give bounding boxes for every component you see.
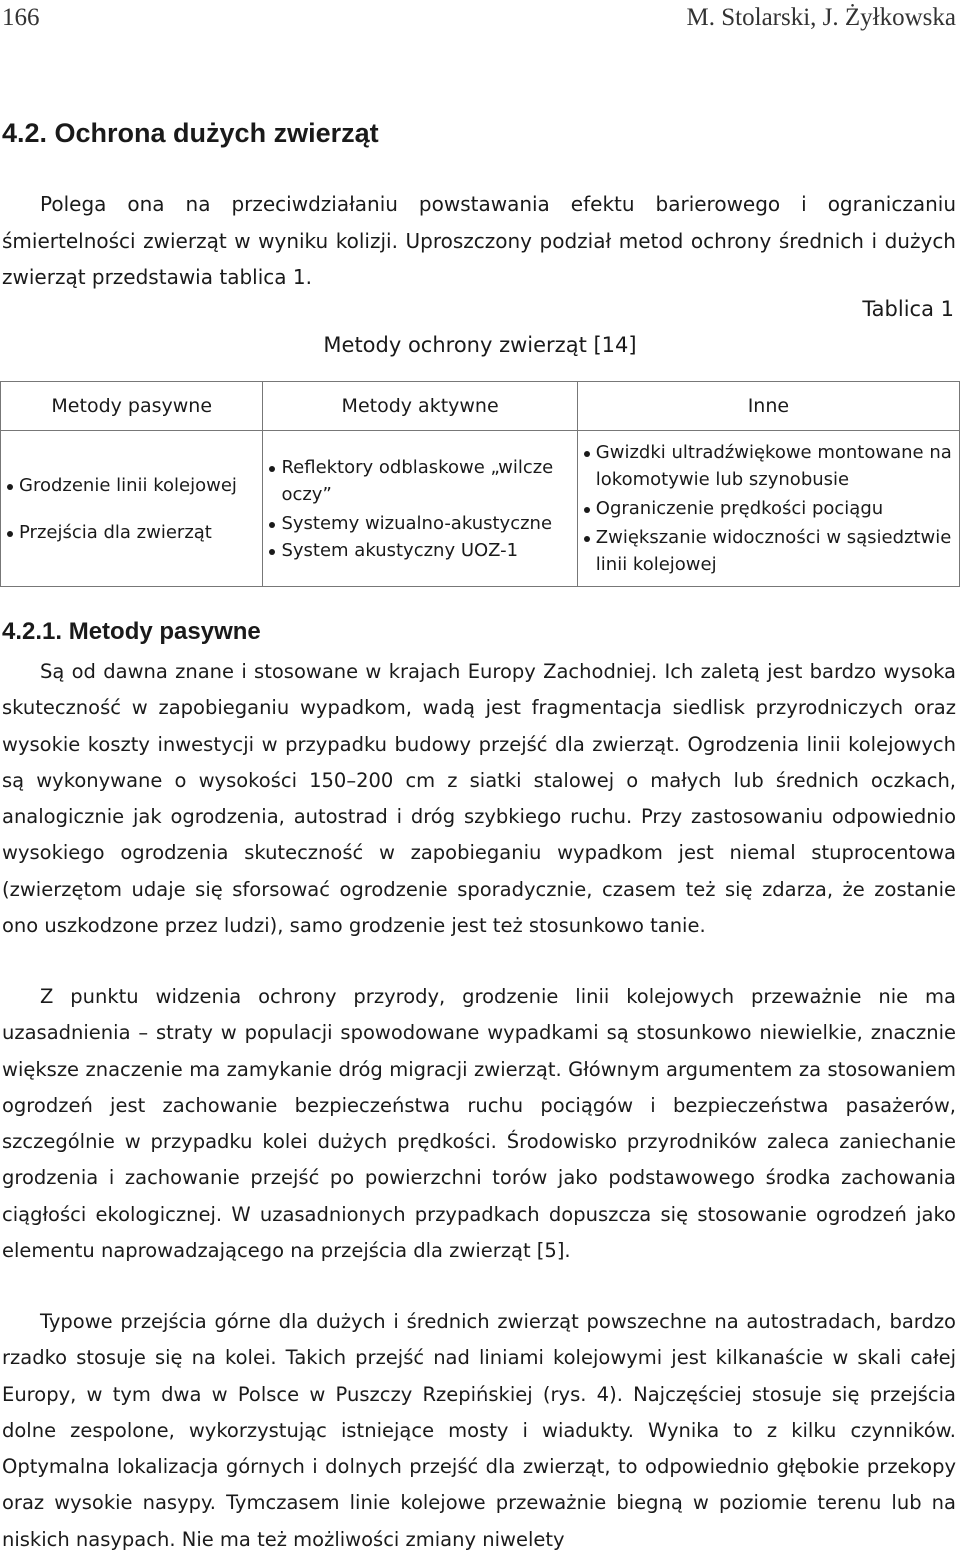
page-number: 166 [2, 4, 40, 31]
list-item: Przejścia dla zwierząt [7, 519, 262, 546]
methods-table [0, 381, 960, 587]
paragraph-1: Są od dawna znane i stosowane w krajach Europy Zachodniej. Ich zaletą jest bardzo wysoka skuteczność w zapobieganiu wypadkom, wadą jest fragmentacja siedlisk przyrodniczych oraz wysokie koszty inwestycji w przypadku budowy przejść dla zwierząt. Ogrodzenia linii kolejowych są wykonywane o wysokości 150–200 cm z siatki stalowej o małych lub średnich oczkach, analogicznie jak ogrodzenia, autostrad i dróg szybkiego ruchu. Przy zastosowaniu odpowiednio wysokiego ogrodzenia skuteczność w zapobieganiu wypadkom jest niemal stuprocentowa (zwierzętom udaje się sforsować ogrodzenie sporadycznie, czasem też się zdarza, że zostanie ono uszkodzone przez ludzi), samo grodzenie jest też stosunkowo tanie. [2, 660, 956, 938]
running-header [0, 4, 960, 40]
header-other: Inne [577, 382, 959, 431]
header-passive: Metody pasywne [1, 382, 263, 431]
passive-cell [1, 431, 263, 587]
list-item: Systemy wizualno-akustyczne [269, 510, 576, 537]
table-header-row [1, 382, 960, 431]
table-title: Metody ochrony zwierząt [14] [323, 333, 637, 357]
list-item: Ograniczenie prędkości pociągu [584, 495, 959, 522]
intro-paragraph: Polega ona na przeciwdziałaniu powstawania efektu barierowego i ograniczaniu śmiertelności zwierząt w wyniku kolizji. Uproszczony podział metod ochrony średnich i dużych zwierząt przedstawia tablica 1. [2, 192, 956, 289]
list-item: Gwizdki ultradźwiękowe montowane na lokomotywie lub szynobusie [584, 439, 959, 493]
list-item: Grodzenie linii kolejowej [7, 472, 262, 499]
subsection-heading: 4.2.1. Metody pasywne [2, 618, 261, 645]
active-list [263, 454, 576, 564]
list-item: Zwiększanie widoczności w sąsiedztwie linii kolejowej [584, 524, 959, 578]
passive-list [1, 472, 262, 546]
other-cell [577, 431, 959, 587]
paragraph-2: Z punktu widzenia ochrony przyrody, grodzenie linii kolejowych przeważnie nie ma uzasadnienia – straty w populacji spowodowane wypadkami są stosunkowo niewielkie, znacznie większe znaczenie ma zamykanie dróg migracji zwierząt. Głównym argumentem za stosowaniem ogrodzeń jest zachowanie bezpieczeństwa ruchu pociągów i bezpieczeństwa pasażerów, szczególnie w przypadku kolei dużych prędkości. Środowisko przyrodników zaleca zaniechanie grodzenia i zachowanie przejść po powierzchni torów jako podstawowego środka zachowania ciągłości ekologicznej. W uzasadnionych przypadkach dopuszcza się stosowanie ogrodzeń jako elementu naprowadzającego na przejścia dla zwierząt [5]. [2, 985, 956, 1263]
active-cell [263, 431, 577, 587]
list-item: System akustyczny UOZ-1 [269, 537, 576, 564]
list-item: Reflektory odblaskowe „wilcze oczy” [269, 454, 576, 508]
table-label: Tablica 1 [862, 297, 954, 321]
other-list [578, 439, 959, 578]
header-active: Metody aktywne [263, 382, 577, 431]
table-row [1, 431, 960, 587]
section-heading: 4.2. Ochrona dużych zwierząt [2, 118, 379, 148]
paragraph-3: Typowe przejścia górne dla dużych i średnich zwierząt powszechne na autostradach, bardzo rzadko stosuje się na kolei. Takich przejść nad liniami kolejowymi jest kilkanaście w skali całej Europy, w tym dwa w Polsce w Puszczy Rzepińskiej (rys. 4). Najczęściej stosuje się przejścia dolne zespolone, wykorzystując istniejące mosty i wiadukty. Wynika to z kilku czynników. Optymalna lokalizacja górnych i dolnych przejść dla zwierząt, to odpowiednio głębokie przekopy oraz wysokie nasypy. Tymczasem linie kolejowe przeważnie biegną w poziomie terenu lub na niskich nasypach. Nie ma też możliwości zmiany niwelety [2, 1310, 956, 1551]
authors: M. Stolarski, J. Żyłkowska [686, 4, 956, 31]
